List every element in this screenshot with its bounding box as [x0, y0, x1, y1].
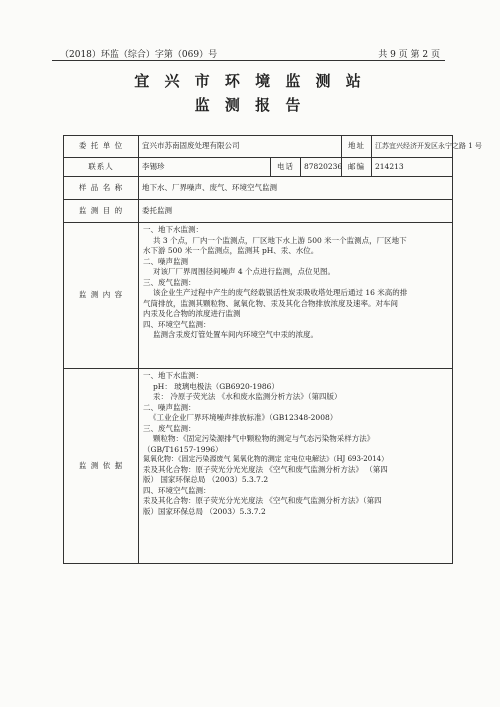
content-line: 共 3 个点，厂内一个监测点，厂区地下水上游 500 米一个监测点，厂区地下: [153, 235, 407, 245]
basis-line: 三、废气监测：: [143, 423, 196, 433]
content-line: 该企业生产过程中产生的废气经载银活性炭汞吸收塔处理后通过 16 米高的排: [153, 288, 408, 297]
postcode-label: 邮编: [342, 158, 372, 177]
address-label: 地址: [342, 136, 372, 158]
content-line: 水下游 500 米一个监测点，监测其 pH、汞、水位。: [143, 246, 319, 255]
report-table: [63, 135, 482, 564]
content-line: 四、环境空气监测：: [143, 319, 211, 329]
sample-value: 地下水、厂界噪声、废气、环境空气监测: [139, 177, 453, 200]
content-line: 三、废气监测：: [143, 277, 196, 287]
content-line: 监测含汞废灯管处置车间内环境空气中汞的浓度。: [153, 330, 318, 339]
purpose-label: 监 测 目 的: [64, 200, 139, 223]
basis-line: 《工业企业厂界环境噪声排放标准》（GB12348-2008）: [149, 413, 338, 422]
content-line: 一、地下水监测：: [143, 225, 203, 234]
basis-line: 颗粒物：《固定污染源排气中颗粒物的测定与气态污染物采样方法》: [153, 434, 375, 443]
basis-line: pH： 玻璃电极法（GB6920-1986）: [153, 381, 279, 391]
contact-value: 李锡珍: [139, 158, 271, 177]
address-value: 江苏宜兴经济开发区永宁之路 1 号: [372, 136, 453, 158]
basis-line: 氮氧化物：《固定污染源废气 氮氧化物的测定 定电位电解法》（HJ 693-2014）: [143, 455, 389, 463]
basis-line: 二、噪声监测：: [143, 402, 196, 412]
basis-line: 一、地下水监测：: [143, 371, 203, 380]
postcode-value: 214213: [372, 158, 453, 177]
client-value: 宜兴市苏南固废处理有限公司: [139, 136, 342, 158]
content-cell: [139, 223, 453, 369]
basis-line: 汞及其化合物：原子荧光分光光度法 《空气和废气监测分析方法》 （第四: [143, 464, 388, 474]
content-label: 监 测 内 容: [64, 223, 139, 369]
header-rule: [52, 60, 445, 61]
content-line: 内汞及化合物的浓度进行监测: [143, 309, 241, 318]
basis-line: 版）国家环保总局 （2003）5.3.7.2: [143, 506, 266, 516]
page-info: 共 9 页 第 2 页: [378, 50, 440, 60]
report-title: 监 测 报 告: [194, 96, 306, 114]
basis-line: 版） 国家环保总局 （2003）5.3.7.2: [143, 475, 269, 485]
basis-line: 四、环境空气监测：: [143, 485, 211, 495]
basis-line: （GB/T16157-1996）: [143, 444, 223, 454]
page-header: [60, 47, 440, 60]
content-line: 对该厂厂界周围径间噪声 4 个点进行监测，点位见图。: [153, 267, 336, 276]
station-title: 宜 兴 市 环 境 监 测 站: [134, 72, 366, 90]
purpose-value: 委托监测: [139, 200, 453, 223]
sample-label: 样 品 名 称: [64, 177, 139, 200]
content-line: 二、噪声监测: [143, 256, 188, 266]
content-line: 气筒排放，监测其颗粒物、氮氧化物、汞及其化合物排放浓度及速率。对车间: [143, 298, 398, 308]
basis-cell: [139, 369, 453, 564]
contact-label: 联系人: [64, 158, 139, 177]
basis-label: 监 测 依 据: [64, 369, 139, 564]
basis-line: 汞及其化合物：原子荧光分光光度法 《空气和废气监测分析方法》（第四: [143, 496, 382, 506]
phone-value: 87820236: [301, 158, 342, 177]
basis-line: 汞： 冷原子荧光法 《水和废水监测分析方法》（第四版）: [153, 392, 342, 401]
phone-label: 电话: [271, 158, 301, 177]
client-label: 委 托 单 位: [64, 136, 139, 158]
report-number: （2018）环监（综合）字第（069）号: [60, 50, 218, 60]
